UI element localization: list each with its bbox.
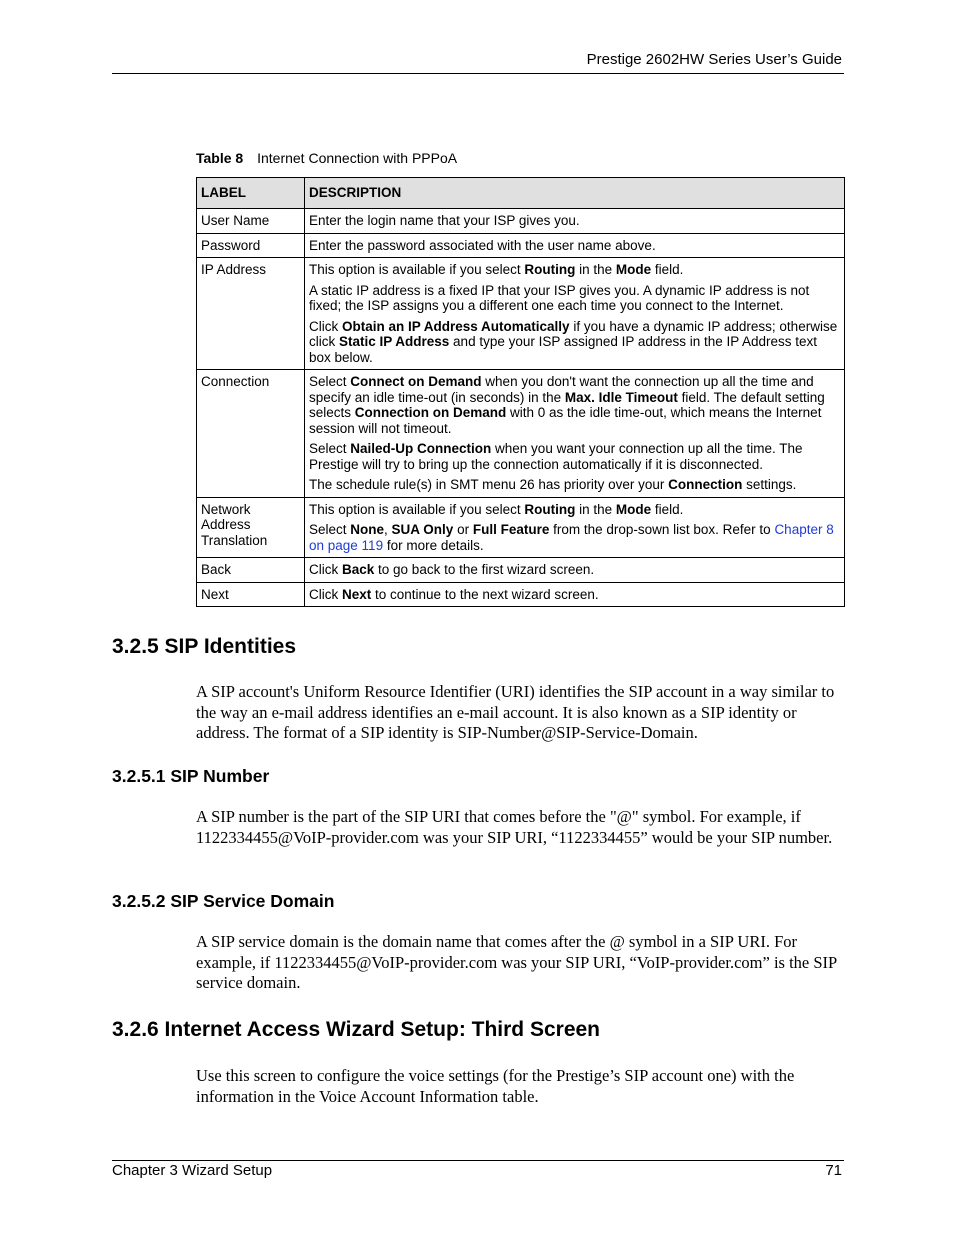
bold-term: Mode (615, 262, 652, 277)
bold-term: Max. Idle Timeout (564, 389, 678, 405)
section-body-sip-identities: A SIP account's Uniform Resource Identifier (URI) identifies the SIP account in a way similar to the way an e-mail address identifies an e-mail account. It is also known as a SIP identity or address. The format of a SIP identity is SIP-Number@SIP-Service-Domain. (196, 682, 835, 742)
row-description (305, 370, 845, 498)
description-paragraph: Select None, SUA Only or Full Feature from the drop-sown list box. Refer to Chapter 8 on page 119 for more details. (309, 522, 834, 553)
row-description (305, 209, 845, 234)
row-label: Next (197, 582, 305, 607)
bold-term: Connection on Demand (354, 405, 507, 420)
section-heading-sip-identities: 3.2.5 SIP Identities (112, 635, 297, 658)
bold-term: Routing (524, 501, 576, 517)
table-row (197, 497, 845, 558)
table-row (197, 233, 845, 258)
description-paragraph: Enter the password associated with the user name above. (309, 237, 656, 253)
description-paragraph: Click Next to continue to the next wizard screen. (309, 586, 599, 602)
section-body-third-screen: Use this screen to configure the voice settings (for the Prestige’s SIP account one) with the information in the Voice Account Information table. (196, 1066, 795, 1106)
table-header-row (197, 178, 845, 209)
row-description (305, 497, 845, 558)
row-description (305, 258, 845, 370)
bold-term: Connection (668, 477, 743, 492)
description-paragraph: Click Back to go back to the first wizard screen. (309, 562, 595, 577)
description-paragraph: This option is available if you select Routing in the Mode field. (309, 262, 684, 277)
row-description (305, 233, 845, 258)
footer-chapter: Chapter 3 Wizard Setup (112, 1162, 273, 1179)
bold-term: Mode (615, 501, 652, 517)
bold-term: Back (342, 562, 375, 577)
bold-term: Obtain an IP Address Automatically (342, 318, 570, 334)
description-paragraph: A static IP address is a fixed IP that your ISP gives you. A dynamic IP address is not fixed; the ISP assigns you a different one each time you connect to the Internet. (309, 282, 810, 313)
bold-term: SUA Only (391, 522, 454, 537)
section-body-sip-service-domain: A SIP service domain is the domain name that comes after the @ symbol in a SIP URI. For example, if 1122334455@VoIP-provider.com was your SIP URI, “VoIP-provider.com” is the SIP service domain. (196, 932, 837, 992)
description-paragraph: The schedule rule(s) in SMT menu 26 has priority over your Connection settings. (309, 477, 797, 492)
connection-table (196, 177, 845, 607)
table-row (197, 209, 845, 234)
row-label: Connection (197, 370, 305, 498)
section-body-sip-number: A SIP number is the part of the SIP URI that comes before the "@" symbol. For example, if 1122334455@VoIP-provider.com was your SIP URI, “1122334455” would be your SIP number. (196, 807, 833, 847)
row-description (305, 558, 845, 583)
footer-rule (112, 1160, 844, 1161)
table-row (197, 258, 845, 370)
description-paragraph: Enter the login name that your ISP gives you. (309, 213, 580, 228)
row-description (305, 582, 845, 607)
bold-term: Nailed-Up Connection (350, 441, 492, 456)
footer-page-number: 71 (825, 1162, 842, 1179)
description-paragraph: Click Obtain an IP Address Automatically if you have a dynamic IP address; otherwise click Static IP Address and type your ISP assigned IP address in the IP Address text box below. (309, 318, 838, 365)
description-paragraph: Select Connect on Demand when you don't want the connection up all the time and specify an idle time-out (in seconds) in the Max. Idle Timeout field. The default setting selects Connection on Demand with 0 as the idle time-out, which means the Internet session will not timeout. (309, 374, 825, 436)
description-paragraph: This option is available if you select Routing in the Mode field. (309, 501, 684, 517)
table-row (197, 370, 845, 498)
row-label: User Name (197, 209, 305, 234)
cross-reference-link[interactable]: Chapter 8 on page 119 (309, 522, 834, 553)
column-header-description: DESCRIPTION (305, 178, 845, 209)
bold-term: None (350, 522, 385, 537)
row-label: Password (197, 233, 305, 258)
bold-term: Connect on Demand (350, 374, 482, 389)
row-label: Network Address Translation (197, 497, 305, 558)
column-header-label: LABEL (197, 178, 305, 209)
table-caption-title: Internet Connection with PPPoA (257, 150, 458, 166)
table-row (197, 582, 845, 607)
header-rule (112, 73, 844, 74)
row-label: IP Address (197, 258, 305, 370)
section-heading-sip-number: 3.2.5.1 SIP Number (112, 766, 270, 786)
description-paragraph: Select Nailed-Up Connection when you want your connection up all the time. The Prestige will try to bring up the connection automatically if it is disconnected. (309, 441, 803, 472)
table-caption-number: Table 8 (196, 150, 244, 166)
table-caption (196, 150, 457, 166)
section-heading-sip-service-domain: 3.2.5.2 SIP Service Domain (112, 891, 335, 911)
section-heading-third-screen: 3.2.6 Internet Access Wizard Setup: Third Screen (112, 1018, 601, 1041)
bold-term: Full Feature (472, 522, 550, 537)
row-label: Back (197, 558, 305, 583)
running-header: Prestige 2602HW Series User’s Guide (586, 51, 842, 68)
bold-term: Static IP Address (339, 334, 450, 349)
bold-term: Routing (524, 262, 576, 277)
table-row (197, 558, 845, 583)
bold-term: Next (342, 586, 372, 602)
